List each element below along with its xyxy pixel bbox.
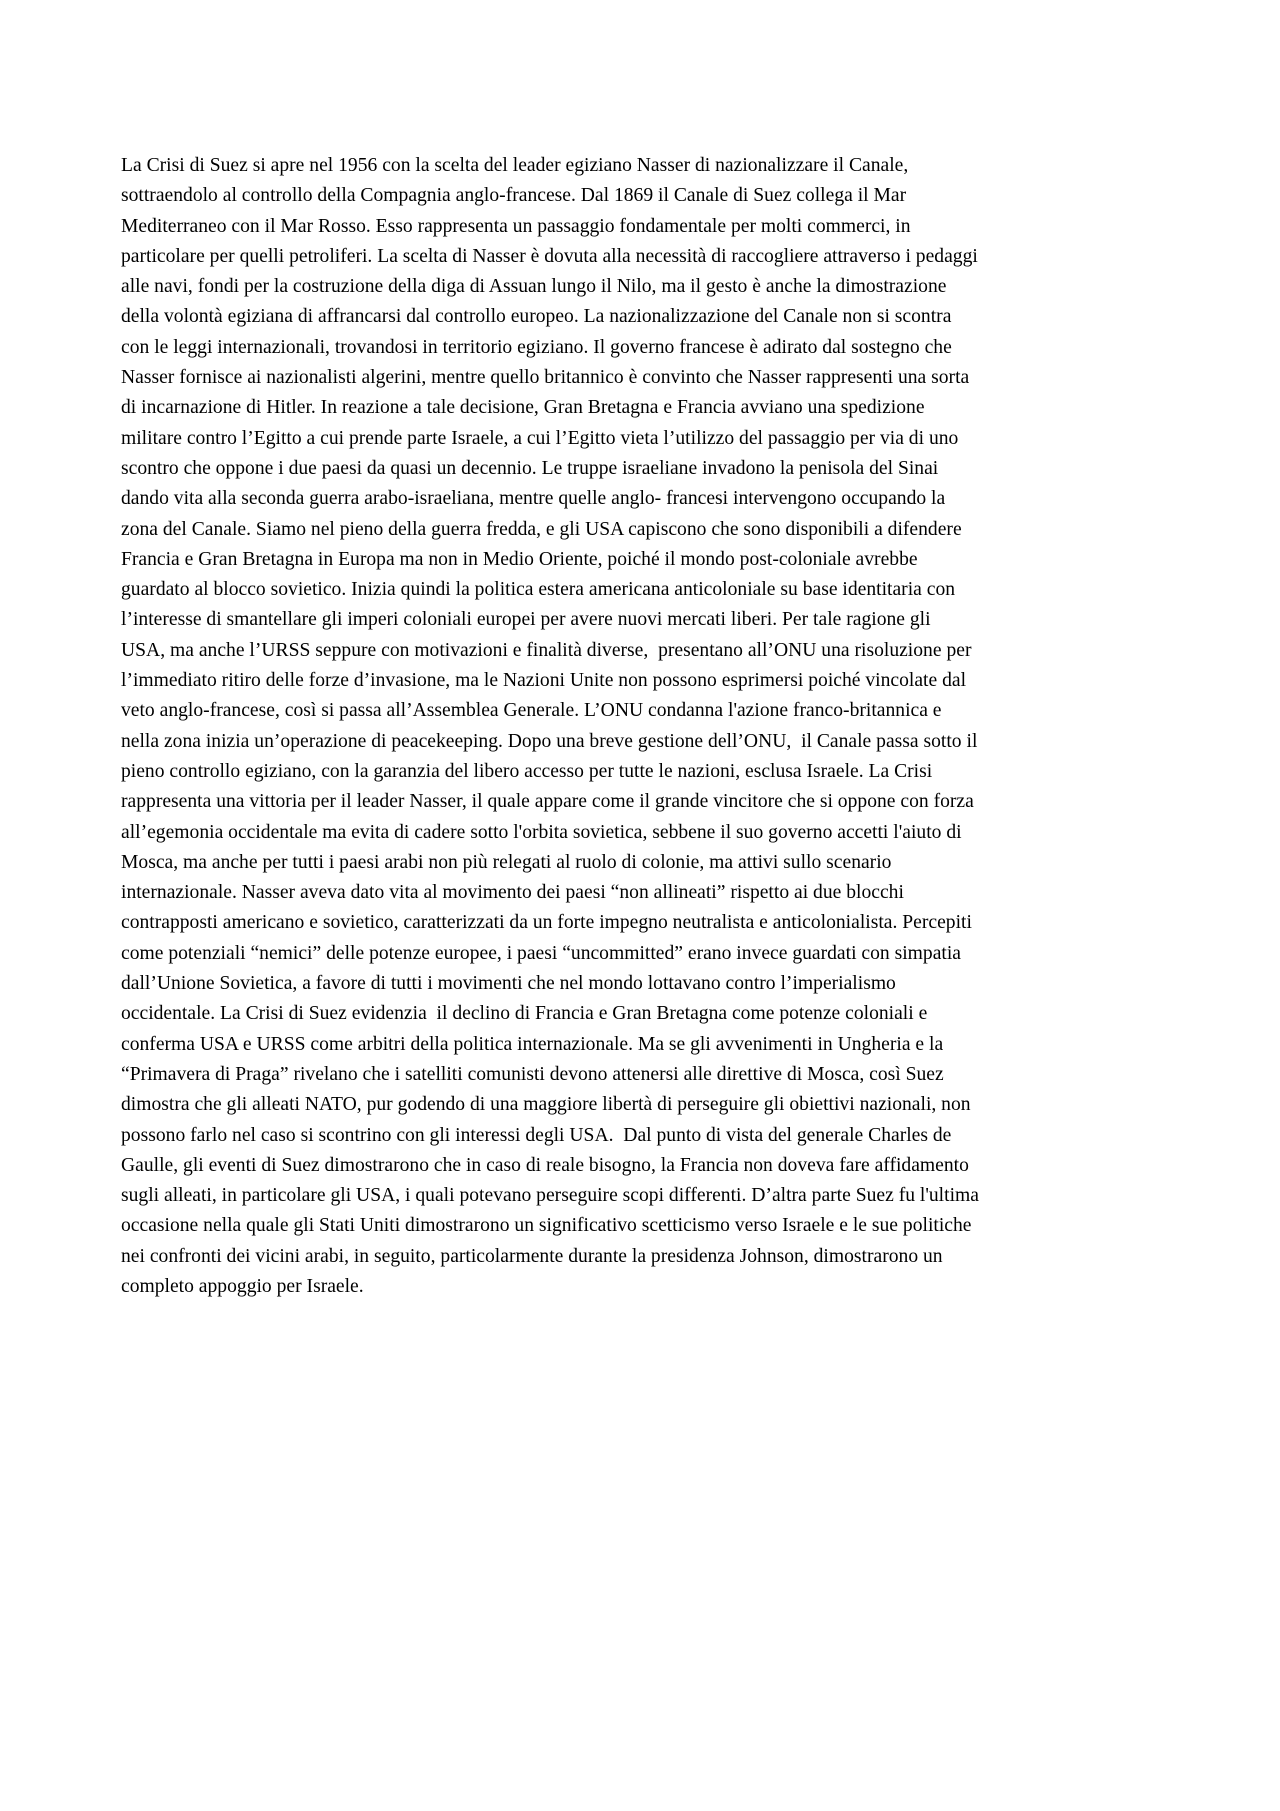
text-line: occidentale. La Crisi di Suez evidenzia il declino di Francia e Gran Bretagna come potenze coloniali e xyxy=(121,1003,928,1025)
text-line: con le leggi internazionali, trovandosi in territorio egiziano. Il governo francese è adirato dal sostegno che xyxy=(121,336,952,358)
text-line: Mediterraneo con il Mar Rosso. Esso rappresenta un passaggio fondamentale per molti commerci, in xyxy=(121,215,911,237)
text-line: all’egemonia occidentale ma evita di cadere sotto l'orbita sovietica, sebbene il suo governo accetti l'aiuto di xyxy=(121,821,962,843)
text-line: l’immediato ritiro delle forze d’invasione, ma le Nazioni Unite non possono esprimersi poiché vincolate dal xyxy=(121,670,967,692)
text-line: alle navi, fondi per la costruzione della diga di Assuan lungo il Nilo, ma il gesto è anche la dimostrazione xyxy=(121,276,947,298)
text-line: militare contro l’Egitto a cui prende parte Israele, a cui l’Egitto vieta l’utilizzo del passaggio per via di uno xyxy=(121,427,959,449)
text-line: dall’Unione Sovietica, a favore di tutti i movimenti che nel mondo lottavano contro l’imperialismo xyxy=(121,973,896,995)
text-line: dimostra che gli alleati NATO, pur godendo di una maggiore libertà di perseguire gli obiettivi nazionali, non xyxy=(121,1094,971,1116)
text-line: contrapposti americano e sovietico, caratterizzati da un forte impegno neutralista e anticolonialista. Percepiti xyxy=(121,912,972,934)
text-line: di incarnazione di Hitler. In reazione a tale decisione, Gran Bretagna e Francia avviano una spedizione xyxy=(121,397,925,419)
text-line: nei confronti dei vicini arabi, in seguito, particolarmente durante la presidenza Johnson, dimostrarono un xyxy=(121,1245,943,1267)
text-line: sottraendolo al controllo della Compagnia anglo-francese. Dal 1869 il Canale di Suez collega il Mar xyxy=(121,185,907,207)
text-line: occasione nella quale gli Stati Uniti dimostrarono un significativo scetticismo verso Israele e le sue politiche xyxy=(121,1215,972,1237)
text-line: possono farlo nel caso si scontrino con gli interessi degli USA. Dal punto di vista del generale Charles de xyxy=(121,1124,952,1146)
text-line: Mosca, ma anche per tutti i paesi arabi non più relegati al ruolo di colonie, ma attivi sullo scenario xyxy=(121,851,892,873)
text-line: “Primavera di Praga” rivelano che i satelliti comunisti devono attenersi alle direttive di Mosca, così Suez xyxy=(121,1063,944,1085)
text-line: veto anglo-francese, così si passa all’Assemblea Generale. L’ONU condanna l'azione franco-britannica e xyxy=(121,700,942,722)
text-line: Nasser fornisce ai nazionalisti algerini, mentre quello britannico è convinto che Nasser rappresenti una sorta xyxy=(121,367,970,389)
text-line: scontro che oppone i due paesi da quasi un decennio. Le truppe israeliane invadono la penisola del Sinai xyxy=(121,457,939,479)
body-paragraph xyxy=(121,151,1161,1302)
text-line: zona del Canale. Siamo nel pieno della guerra fredda, e gli USA capiscono che sono disponibili a difendere xyxy=(121,518,962,540)
text-line: Gaulle, gli eventi di Suez dimostrarono che in caso di reale bisogno, la Francia non doveva fare affidamento xyxy=(121,1154,969,1176)
text-line: l’interesse di smantellare gli imperi coloniali europei per avere nuovi mercati liberi. Per tale ragione gli xyxy=(121,609,931,631)
text-line: particolare per quelli petroliferi. La scelta di Nasser è dovuta alla necessità di raccogliere attraverso i pedaggi xyxy=(121,245,978,267)
text-line: conferma USA e URSS come arbitri della politica internazionale. Ma se gli avvenimenti in Ungheria e la xyxy=(121,1033,944,1055)
text-line: completo appoggio per Israele. xyxy=(121,1275,364,1297)
text-line: come potenziali “nemici” delle potenze europee, i paesi “uncommitted” erano invece guardati con simpatia xyxy=(121,942,961,964)
text-line: guardato al blocco sovietico. Inizia quindi la politica estera americana anticoloniale su base identitaria con xyxy=(121,579,956,601)
text-line: pieno controllo egiziano, con la garanzia del libero accesso per tutte le nazioni, esclusa Israele. La Crisi xyxy=(121,760,933,782)
text-line: della volontà egiziana di affrancarsi dal controllo europeo. La nazionalizzazione del Canale non si scontra xyxy=(121,306,952,328)
text-line: sugli alleati, in particolare gli USA, i quali potevano perseguire scopi differenti. D’altra parte Suez fu l'ultima xyxy=(121,1185,979,1207)
text-line: La Crisi di Suez si apre nel 1956 con la scelta del leader egiziano Nasser di nazionalizzare il Canale, xyxy=(121,155,909,176)
text-line: internazionale. Nasser aveva dato vita al movimento dei paesi “non allineati” rispetto ai due blocchi xyxy=(121,882,904,904)
text-line: USA, ma anche l’URSS seppure con motivazioni e finalità diverse, presentano all’ONU una risoluzione per xyxy=(121,639,972,661)
text-line: dando vita alla seconda guerra arabo-israeliana, mentre quelle anglo- francesi intervengono occupando la xyxy=(121,488,946,510)
text-line: rappresenta una vittoria per il leader Nasser, il quale appare come il grande vincitore che si oppone con forza xyxy=(121,791,974,813)
text-line: Francia e Gran Bretagna in Europa ma non in Medio Oriente, poiché il mondo post-coloniale avrebbe xyxy=(121,548,918,570)
text-line: nella zona inizia un’operazione di peacekeeping. Dopo una breve gestione dell’ONU, il Canale passa sotto il xyxy=(121,730,978,752)
